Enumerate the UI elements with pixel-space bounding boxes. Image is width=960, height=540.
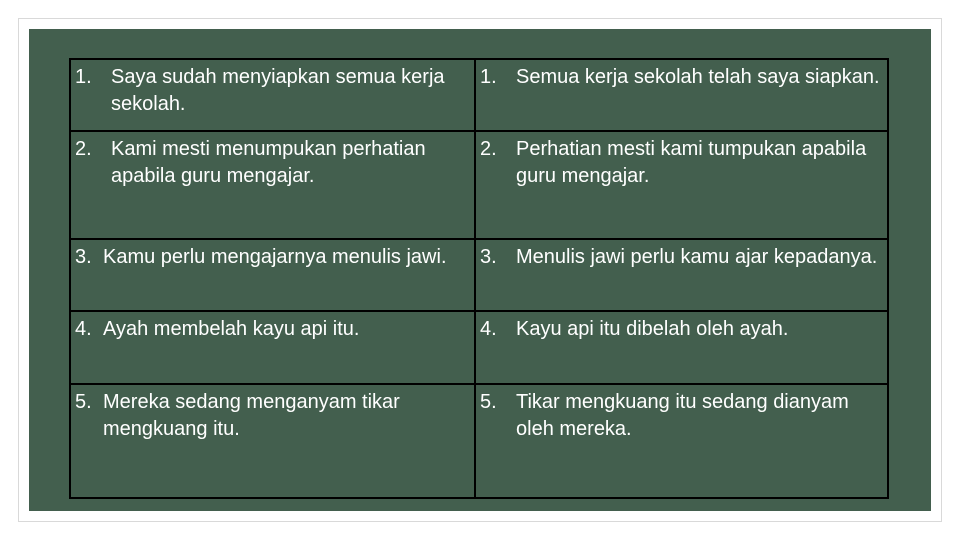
passive-sentence-cell — [475, 131, 888, 239]
table-row — [70, 384, 888, 498]
item-number: 4. — [75, 318, 92, 340]
sentence-text: Semua kerja sekolah telah saya siapkan. — [516, 66, 880, 88]
table-row — [70, 311, 888, 384]
passive-sentence-cell — [475, 59, 888, 131]
passive-sentence-cell — [475, 384, 888, 498]
active-sentence-cell — [70, 239, 475, 311]
item-number: 3. — [75, 246, 92, 268]
sentence-comparison-table — [69, 58, 889, 499]
active-sentence-cell — [70, 311, 475, 384]
item-number: 5. — [75, 391, 92, 413]
item-number: 3. — [480, 246, 497, 268]
item-number: 1. — [75, 66, 92, 88]
list-item — [75, 316, 468, 343]
table-row — [70, 59, 888, 131]
active-sentence-cell — [70, 131, 475, 239]
active-sentence-cell — [70, 384, 475, 498]
passive-sentence-cell — [475, 311, 888, 384]
item-number: 4. — [480, 318, 497, 340]
item-number: 5. — [480, 391, 497, 413]
item-number: 2. — [75, 138, 92, 160]
list-item — [75, 136, 468, 190]
list-item — [75, 244, 468, 271]
list-item — [480, 389, 881, 443]
active-sentence-cell — [70, 59, 475, 131]
sentence-text: Mereka sedang menganyam tikar mengkuang itu. — [103, 391, 400, 440]
sentence-text: Perhatian mesti kami tumpukan apabila guru mengajar. — [516, 138, 867, 187]
item-number: 1. — [480, 66, 497, 88]
sentence-text: Kami mesti menumpukan perhatian apabila guru mengajar. — [111, 138, 426, 187]
table-row — [70, 131, 888, 239]
sentence-text: Saya sudah menyiapkan semua kerja sekolah. — [111, 66, 445, 115]
list-item — [480, 316, 881, 343]
list-item — [480, 136, 881, 190]
sentence-text: Menulis jawi perlu kamu ajar kepadanya. — [516, 246, 878, 268]
list-item — [75, 64, 468, 118]
item-number: 2. — [480, 138, 497, 160]
sentence-text: Tikar mengkuang itu sedang dianyam oleh mereka. — [516, 391, 849, 440]
list-item — [480, 244, 881, 271]
table-row — [70, 239, 888, 311]
sentence-text: Kayu api itu dibelah oleh ayah. — [516, 318, 789, 340]
sentence-text: Kamu perlu mengajarnya menulis jawi. — [103, 246, 447, 268]
passive-sentence-cell — [475, 239, 888, 311]
list-item — [480, 64, 881, 91]
list-item — [75, 389, 468, 443]
sentence-text: Ayah membelah kayu api itu. — [103, 318, 360, 340]
